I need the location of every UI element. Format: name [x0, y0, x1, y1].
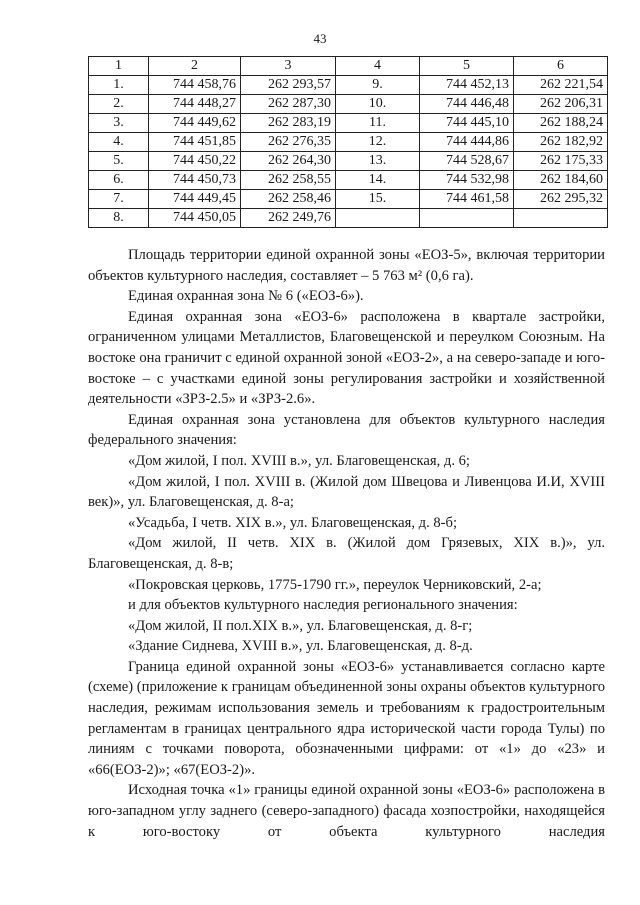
y-coordinate: 262 287,30	[241, 95, 336, 114]
x-coordinate: 744 450,05	[149, 209, 241, 228]
paragraph-area: Площадь территории единой охранной зоны «ЕОЗ-5», включая территории объектов культурного наследия, составляет – 5 763 м² (0,6 га).	[88, 247, 605, 284]
y-coordinate: 262 258,46	[241, 190, 336, 209]
x-coordinate: 744 449,45	[149, 190, 241, 209]
point-number: 4.	[89, 133, 149, 152]
table-row	[89, 95, 608, 114]
coordinates-table	[88, 56, 608, 228]
table-header-row	[89, 57, 608, 76]
table-row	[89, 209, 608, 228]
y-coordinate	[514, 209, 608, 228]
point-number: 6.	[89, 171, 149, 190]
y-coordinate: 262 258,55	[241, 171, 336, 190]
paragraph-object-5: «Покровская церковь, 1775-1790 гг.», переулок Черниковский, 2-а;	[128, 576, 542, 593]
point-number: 9.	[336, 76, 420, 95]
paragraph-boundary: Граница единой охранной зоны «ЕОЗ-6» устанавливается согласно карте (схеме) (приложение к границам объединенной зоны охраны объектов культурного наследия, режимам использования земель и требованиям к градостроительным регламентам в границах центрального ядра исторической части города Тулы) по линиям с точками поворота, обозначенными цифрами: от «1» до «23» и «66(ЕОЗ-2)»; «67(ЕОЗ-2)».	[88, 658, 605, 778]
x-coordinate: 744 451,85	[149, 133, 241, 152]
table-row	[89, 76, 608, 95]
paragraph-federal-intro: Единая охранная зона установлена для объектов культурного наследия федерального значения:	[88, 411, 605, 449]
y-coordinate: 262 264,30	[241, 152, 336, 171]
y-coordinate: 262 182,92	[514, 133, 608, 152]
point-number: 3.	[89, 114, 149, 133]
x-coordinate: 744 458,76	[149, 76, 241, 95]
point-number: 2.	[89, 95, 149, 114]
x-coordinate: 744 532,98	[420, 171, 514, 190]
x-coordinate: 744 450,73	[149, 171, 241, 190]
paragraph-object-6: «Дом жилой, II пол.XIX в.», ул. Благовещенская, д. 8-г;	[128, 617, 473, 634]
x-coordinate: 744 444,86	[420, 133, 514, 152]
point-number	[336, 209, 420, 228]
paragraph-object-1: «Дом жилой, I пол. XVIII в.», ул. Благовещенская, д. 6;	[128, 452, 470, 469]
table-row	[89, 190, 608, 209]
y-coordinate: 262 188,24	[514, 114, 608, 133]
x-coordinate: 744 446,48	[420, 95, 514, 114]
point-number: 15.	[336, 190, 420, 209]
x-coordinate: 744 528,67	[420, 152, 514, 171]
page-number: 43	[313, 31, 327, 46]
table-row	[89, 171, 608, 190]
point-number: 7.	[89, 190, 149, 209]
point-number: 1.	[89, 76, 149, 95]
table-header-cell: 6	[514, 57, 608, 76]
y-coordinate: 262 221,54	[514, 76, 608, 95]
paragraph-object-3: «Усадьба, I четв. XIX в.», ул. Благовещенская, д. 8-б;	[128, 514, 457, 531]
y-coordinate: 262 276,35	[241, 133, 336, 152]
paragraph-regional-intro: и для объектов культурного наследия регионального значения:	[128, 597, 518, 614]
table-row	[89, 114, 608, 133]
table-header-cell: 4	[336, 57, 420, 76]
y-coordinate: 262 283,19	[241, 114, 336, 133]
point-number: 12.	[336, 133, 420, 152]
y-coordinate: 262 293,57	[241, 76, 336, 95]
table-header-cell: 1	[89, 57, 149, 76]
table-header-cell: 2	[149, 57, 241, 76]
document-body	[88, 245, 605, 842]
y-coordinate: 262 184,60	[514, 171, 608, 190]
y-coordinate: 262 249,76	[241, 209, 336, 228]
paragraph-object-4: «Дом жилой, II четв. XIX в. (Жилой дом Грязевых, XIX в.)», ул. Благовещенская, д. 8-в;	[88, 535, 605, 572]
x-coordinate: 744 452,13	[420, 76, 514, 95]
x-coordinate: 744 449,62	[149, 114, 241, 133]
point-number: 13.	[336, 152, 420, 171]
y-coordinate: 262 295,32	[514, 190, 608, 209]
point-number: 8.	[89, 209, 149, 228]
point-number: 5.	[89, 152, 149, 171]
paragraph-zone-location: Единая охранная зона «ЕОЗ-6» расположена в квартале застройки, ограниченном улицами Металлистов, Благовещенской и переулком Союзным. На востоке она граничит с единой охранной зоной «ЕОЗ-2», а на северо-западе и юго-востоке – с участками единой зоны регулирования застройки и хозяйственной деятельности «ЗРЗ-2.5» и «ЗРЗ-2.6».	[88, 308, 605, 408]
x-coordinate	[420, 209, 514, 228]
point-number: 14.	[336, 171, 420, 190]
paragraph-zone-heading: Единая охранная зона № 6 («ЕОЗ-6»).	[128, 288, 364, 305]
point-number: 11.	[336, 114, 420, 133]
x-coordinate: 744 461,58	[420, 190, 514, 209]
paragraph-object-7: «Здание Сиднева, XVIII в.», ул. Благовещенская, д. 8-д.	[128, 638, 473, 655]
table-row	[89, 133, 608, 152]
paragraph-start-point: Исходная точка «1» границы единой охранной зоны «ЕОЗ-6» расположена в юго-западном углу заднего (северо-западного) фасада хозпостройки, находящейся к юго-востоку от объекта культурного наследия	[88, 782, 605, 840]
x-coordinate: 744 445,10	[420, 114, 514, 133]
x-coordinate: 744 450,22	[149, 152, 241, 171]
table-header-cell: 3	[241, 57, 336, 76]
table-row	[89, 152, 608, 171]
table-header-cell: 5	[420, 57, 514, 76]
paragraph-object-2: «Дом жилой, I пол. XVIII в. (Жилой дом Швецова и Ливенцова И.И, XVIII век)», ул. Благовещенская, д. 8-а;	[88, 473, 605, 511]
point-number: 10.	[336, 95, 420, 114]
y-coordinate: 262 206,31	[514, 95, 608, 114]
x-coordinate: 744 448,27	[149, 95, 241, 114]
y-coordinate: 262 175,33	[514, 152, 608, 171]
